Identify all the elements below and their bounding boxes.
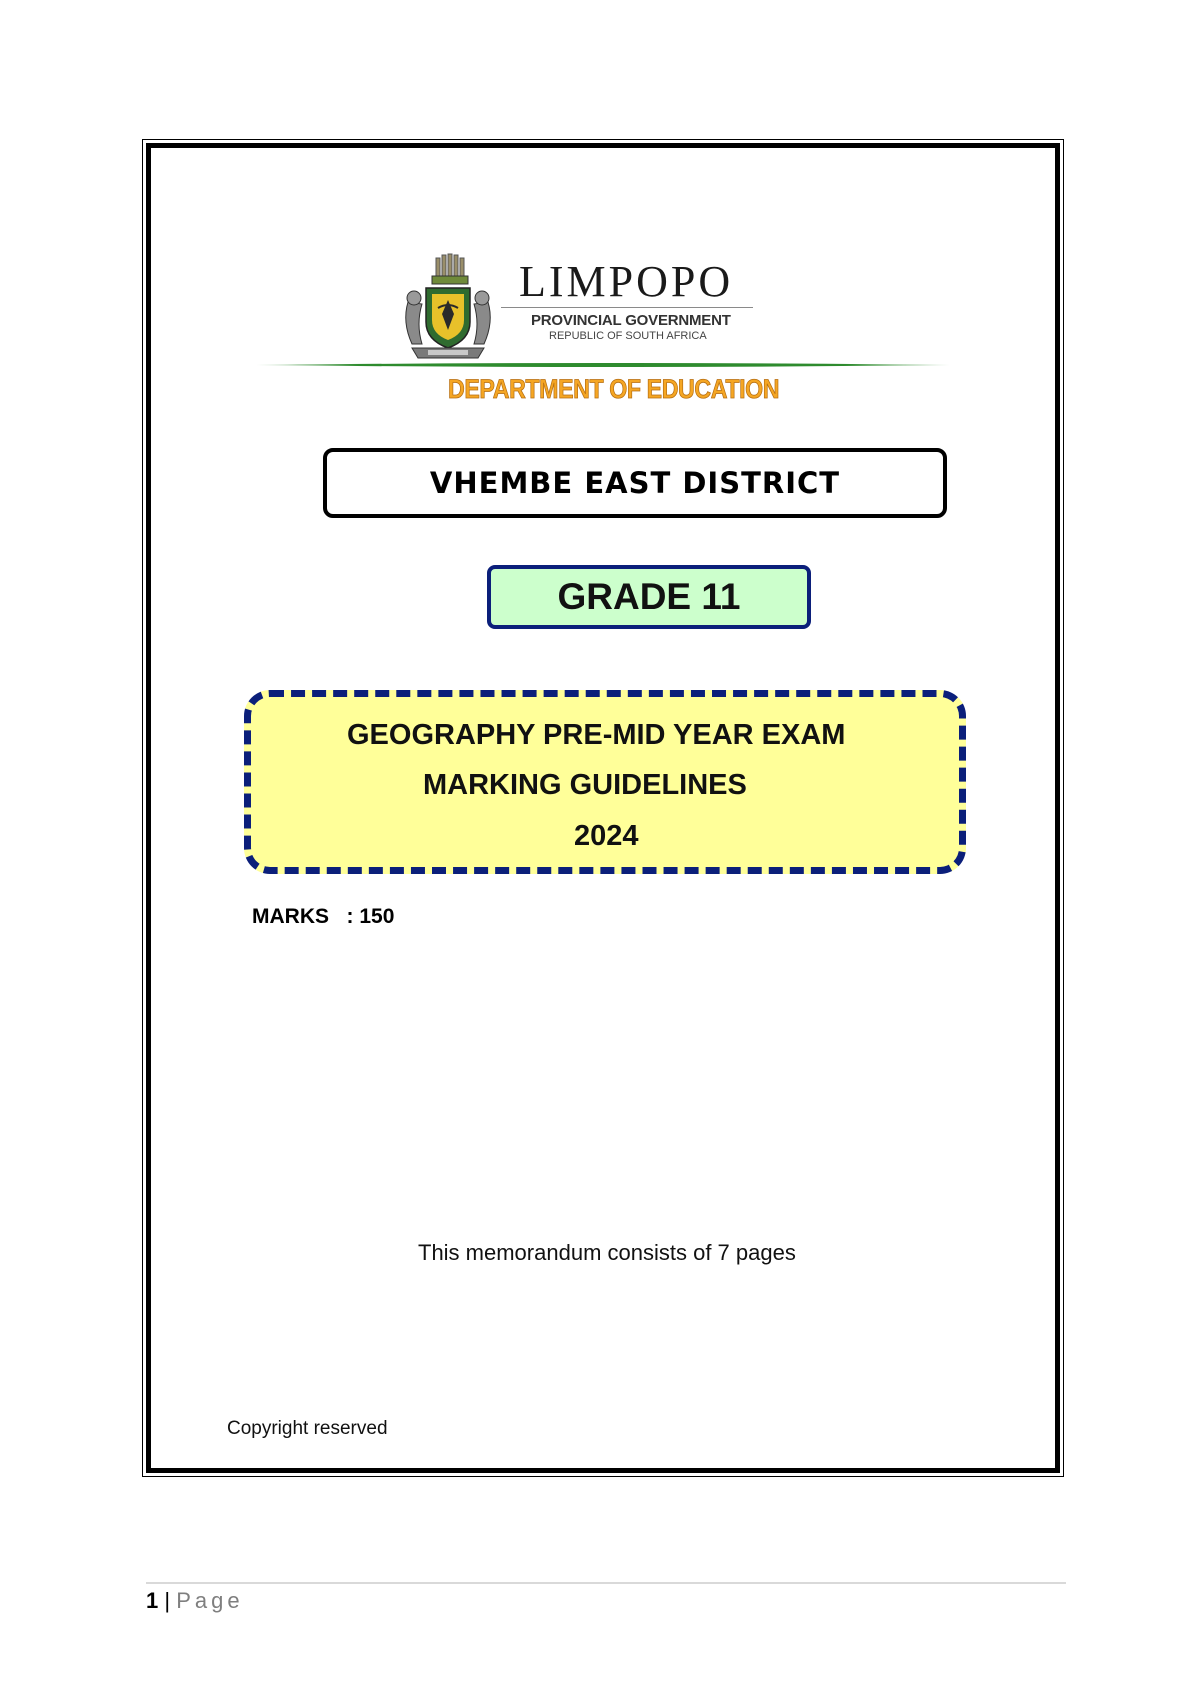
page-footer [146,1588,244,1614]
marks-value: 150 [359,905,395,928]
logo-title: LIMPOPO [519,257,734,306]
marks-line [252,905,394,929]
limpopo-logo [398,252,756,364]
exam-subtitle: MARKING GUIDELINES [423,769,747,801]
exam-year: 2024 [574,820,639,852]
coat-of-arms-icon [398,252,498,364]
department-title: DEPARTMENT OF EDUCATION [448,374,780,404]
exam-title-box [244,690,966,874]
green-divider [256,362,950,368]
marks-separator: : [346,905,360,928]
grade-label: GRADE 11 [557,576,741,617]
logo-text-block [501,257,756,342]
memo-note: This memorandum consists of 7 pages [418,1240,796,1265]
district-name: VHEMBE EAST DISTRICT [429,466,841,500]
logo-subtitle: PROVINCIAL GOVERNMENT [531,312,731,329]
page-label: Page [176,1588,244,1613]
logo-country: REPUBLIC OF SOUTH AFRICA [549,330,707,342]
footer-separator: | [158,1588,177,1613]
grade-box [487,565,811,629]
footer-divider [146,1582,1066,1584]
copyright-note: Copyright reserved [227,1418,388,1439]
district-box [323,448,947,518]
logo-divider [501,307,753,308]
marks-label: MARKS [252,905,329,928]
exam-title: GEOGRAPHY PRE-MID YEAR EXAM [347,719,846,751]
page-number: 1 [146,1588,159,1613]
